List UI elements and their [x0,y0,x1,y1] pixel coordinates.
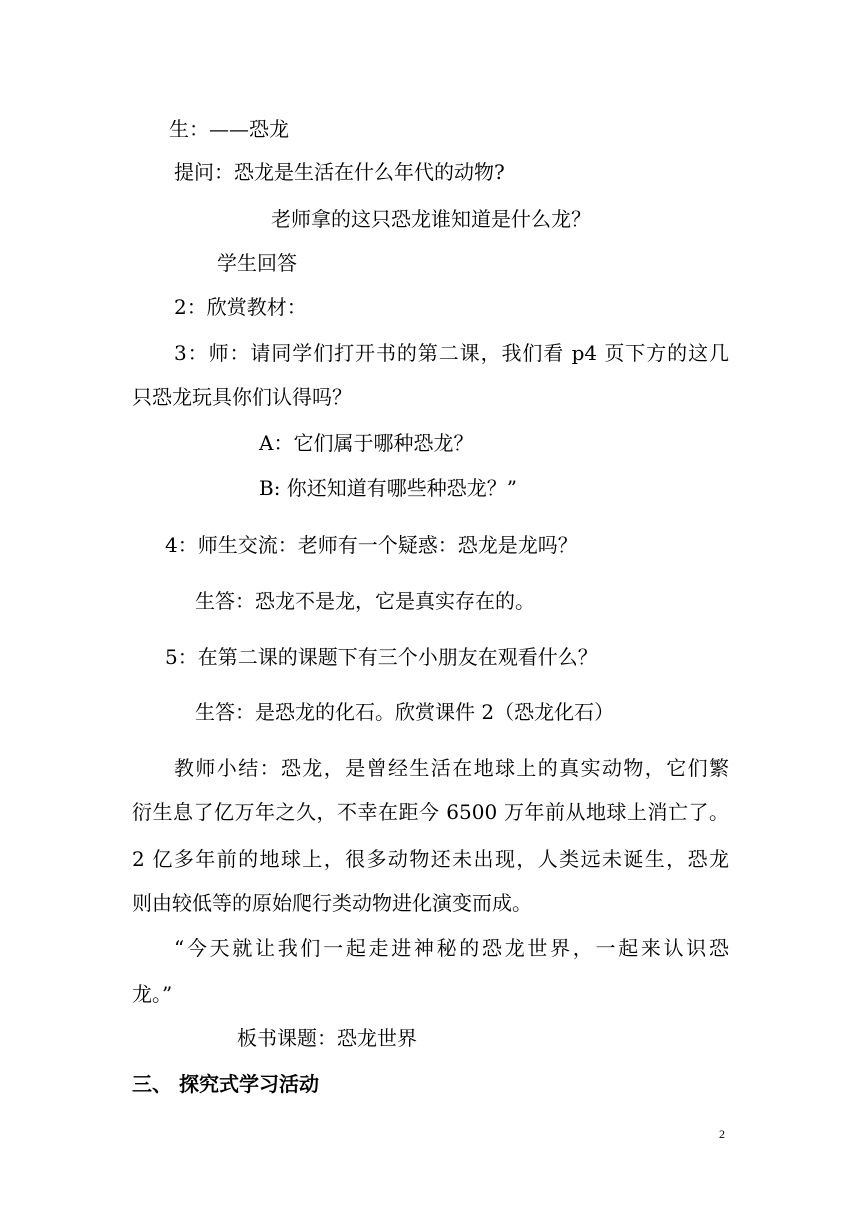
text-line: 生答：恐龙不是龙，它是真实存在的。 [195,589,535,613]
text-line: 4：师生交流：老师有一个疑惑：恐龙是龙吗？ [165,533,578,557]
section-heading: 三、 探究式学习活动 [132,1072,319,1096]
text-line: 2：欣赏教材： [174,295,307,319]
text-line: 2 亿多年前的地球上，很多动物还未出现，人类远未诞生，恐龙 [132,847,729,871]
text-line: 生答：是恐龙的化石。欣赏课件 2（恐龙化石） [195,700,615,724]
text-line: 只恐龙玩具你们认得吗？ [132,385,352,409]
text-line: 学生回答 [217,251,297,275]
text-line: 老师拿的这只恐龙谁知道是什么龙？ [271,207,591,231]
text-line: “今天就让我们一起走进神秘的恐龙世界，一起来认识恐 [174,936,729,960]
text-line: 提问：恐龙是生活在什么年代的动物? [174,160,505,184]
text-line: 5：在第二课的课题下有三个小朋友在观看什么？ [165,645,598,669]
text-line: 教师小结：恐龙，是曾经生活在地球上的真实动物，它们繁 [174,756,729,780]
text-line: B: 你还知道有哪些种恐龙？” [259,476,518,500]
page-number: 2 [719,1127,725,1141]
text-line: 衍生息了亿万年之久，不幸在距今 6500 万年前从地球上消亡了。 [132,800,729,824]
text-line: 3：师：请同学们打开书的第二课，我们看 p4 页下方的这几 [174,341,729,365]
text-line: 龙。” [132,982,173,1006]
text-line: 生：——恐龙 [169,117,289,141]
text-line: 板书课题：恐龙世界 [237,1026,417,1050]
text-line: A：它们属于哪种恐龙？ [259,431,474,455]
text-line: 则由较低等的原始爬行类动物进化演变而成。 [132,891,532,915]
